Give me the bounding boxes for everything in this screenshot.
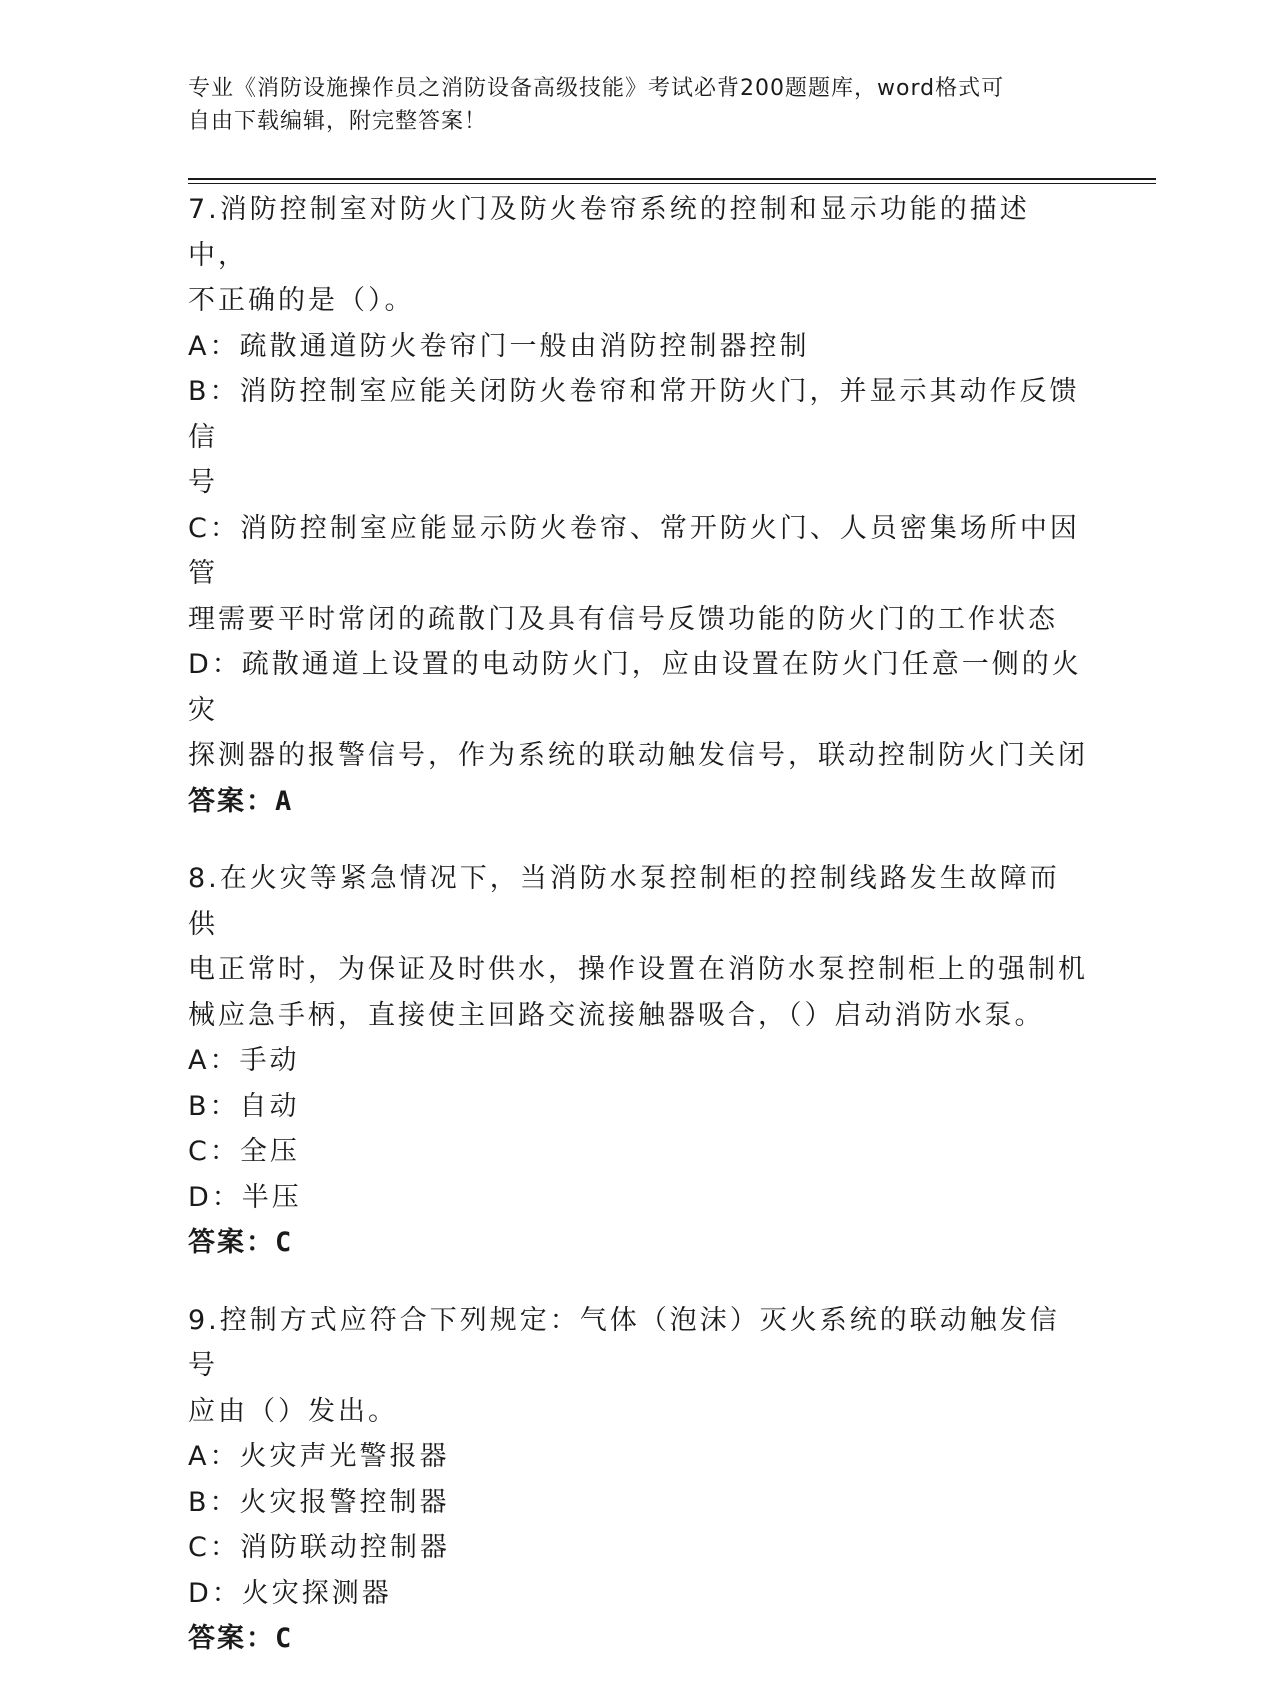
- question-stem-line: 械应急手柄，直接使主回路交流接触器吸合，（）启动消防水泵。: [188, 999, 1045, 1031]
- question-stem-line: 8.在火灾等紧急情况下，当消防水泵控制柜的控制线路发生故障而供: [188, 863, 1060, 940]
- option-b: B：自动: [188, 1090, 300, 1122]
- questions-list: [188, 187, 1088, 1694]
- question-stem-line: 应由（）发出。: [188, 1395, 398, 1427]
- answer-value: A: [275, 785, 294, 817]
- option-b-continued: 号: [188, 467, 218, 498]
- option-a: A：火灾声光警报器: [188, 1441, 450, 1472]
- option-d: D：疏散通道上设置的电动防火门，应由设置在防火门任意一侧的火灾: [188, 649, 1082, 726]
- answer-value: C: [275, 1227, 294, 1258]
- answer-value: C: [275, 1623, 294, 1654]
- header-divider-thick: [188, 178, 1156, 180]
- question-7: [188, 187, 1088, 824]
- question-stem-line: 电正常时，为保证及时供水，操作设置在消防水泵控制柜上的强制机: [188, 954, 1088, 985]
- answer-label: 答案：: [188, 1227, 275, 1258]
- answer-label: 答案：: [188, 785, 275, 817]
- answer-line: [188, 779, 1088, 825]
- question-stem-line: 不正确的是（）。: [188, 285, 415, 316]
- option-a: A：手动: [188, 1045, 300, 1076]
- option-d: D：半压: [188, 1181, 302, 1213]
- option-d-continued: 探测器的报警信号，作为系统的联动触发信号，联动控制防火门关闭: [188, 740, 1088, 771]
- question-stem-line: 9.控制方式应符合下列规定：气体（泡沫）灭火系统的联动触发信号: [188, 1304, 1060, 1381]
- option-c: C：消防联动控制器: [188, 1532, 450, 1563]
- answer-label: 答案：: [188, 1623, 275, 1654]
- option-c-continued: 理需要平时常闭的疏散门及具有信号反馈功能的防火门的工作状态: [188, 603, 1058, 635]
- header-divider-thin: [188, 183, 1156, 184]
- question-9: [188, 1298, 1088, 1662]
- option-b: B：消防控制室应能关闭防火卷帘和常开防火门，并显示其动作反馈信: [188, 376, 1080, 453]
- question-stem-line: 7.消防控制室对防火门及防火卷帘系统的控制和显示功能的描述中，: [188, 194, 1030, 271]
- answer-line: [188, 1220, 1088, 1266]
- option-c: C：消防控制室应能显示防火卷帘、常开防火门、人员密集场所中因管: [188, 512, 1080, 589]
- option-c: C：全压: [188, 1136, 300, 1167]
- header-line-1: 专业《消防设施操作员之消防设备高级技能》考试必背200题题库，word格式可: [188, 76, 1005, 101]
- header-line-2: 自由下载编辑，附完整答案！: [188, 109, 488, 134]
- answer-line: [188, 1616, 1088, 1662]
- option-a: A：疏散通道防火卷帘门一般由消防控制器控制: [188, 330, 810, 362]
- question-8: [188, 856, 1088, 1266]
- option-b: B：火灾报警控制器: [188, 1486, 450, 1518]
- option-d: D：火灾探测器: [188, 1577, 392, 1609]
- document-header: [188, 72, 1068, 138]
